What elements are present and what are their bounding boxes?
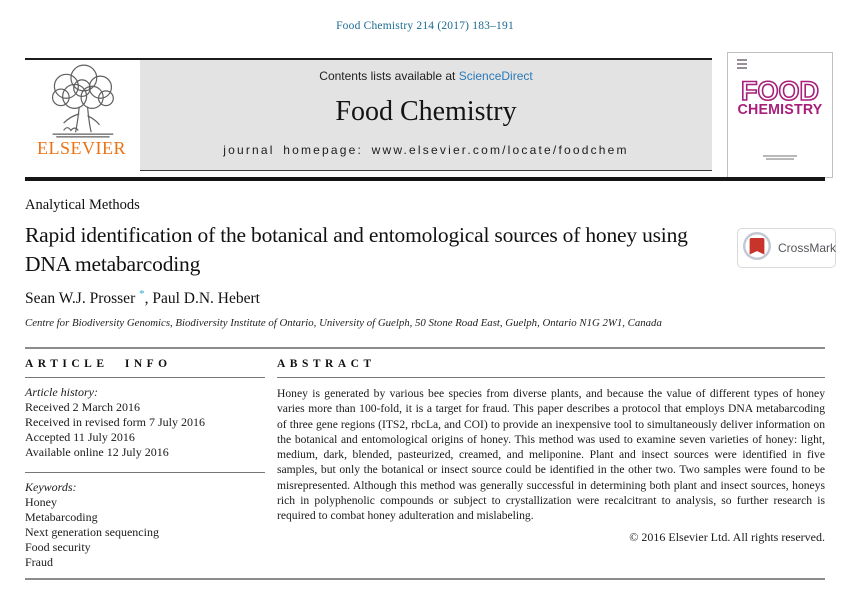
journal-homepage-link[interactable]: journal homepage: www.elsevier.com/locate/foodchem [223, 143, 629, 157]
crossmark-badge[interactable] [737, 228, 836, 268]
abstract-rule [277, 377, 825, 378]
article-history-label: Article history: [25, 385, 98, 399]
history-line: Received 2 March 2016 [25, 400, 140, 414]
keyword-item: Next generation sequencing [25, 525, 159, 539]
crossmark-label: CrossMark [778, 241, 837, 255]
article-info-rule [25, 377, 265, 378]
sciencedirect-link[interactable]: ScienceDirect [458, 69, 533, 83]
abstract-column [277, 358, 825, 545]
author-line [25, 288, 260, 308]
history-line: Received in revised form 7 July 2016 [25, 415, 205, 429]
keyword-item: Honey [25, 495, 57, 509]
abstract-heading: ABSTRACT [277, 358, 376, 370]
copyright-line: © 2016 Elsevier Ltd. All rights reserved. [629, 529, 825, 544]
journal-header-banner [140, 60, 712, 171]
page-bottom-rule [25, 578, 825, 580]
elsevier-tree-icon [25, 62, 138, 140]
abstract-text: Honey is generated by various bee species from diverse plants, and because the value of different types of honey varies more than 100-fold, it is a target for fraud. This paper describes a protocol that employs DNA metabarcoding of three gene regions (ITS2, rbcLa, and COI) to provide an inexpensive tool to simultaneously deliver information on the botanical and entomological origins of honey. This method was used to examine seven varieties of honey: light, medium, dark, blended, pasteurized, creamed, and meliponine. Plant and insect sources were identified in five samples, but only the botanical or insect source could be identified in the other two. Two samples were found to be misrepresented. Although this method was generally successful in determining both plant and insect sources, honeys rich in polyphenolic compounds or subject to crystallization were recalcitrant to analysis, so further research is required to combat honey adulteration and mislabeling. [277, 387, 825, 523]
cover-imprint-lines [763, 154, 797, 162]
keywords-divider-rule [25, 472, 265, 473]
author-name-1: Sean W.J. Prosser [25, 290, 136, 308]
elsevier-wordmark: ELSEVIER [37, 138, 126, 158]
journal-citation: Food Chemistry 214 (2017) 183–191 [336, 20, 514, 32]
title-block-divider [25, 347, 825, 349]
header-divider-rule [25, 177, 825, 181]
article-title: Rapid identification of the botanical and entomological sources of honey using DNA metabarcoding [25, 223, 688, 276]
article-info-heading: ARTICLE INFO [25, 358, 172, 370]
history-line: Available online 12 July 2016 [25, 445, 169, 459]
journal-title: Food Chemistry [335, 96, 517, 127]
author-name-2: , Paul D.N. Hebert [144, 290, 260, 308]
journal-cover-thumbnail [727, 52, 833, 178]
keyword-item: Fraud [25, 555, 53, 569]
corresponding-author-mark[interactable]: * [139, 288, 145, 300]
cover-title-food: FOOD [741, 76, 819, 106]
contents-line-text: Contents lists available at [319, 69, 459, 83]
affiliation-line: Centre for Biodiversity Genomics, Biodiversity Institute of Ontario, University of Guelph, 50 Stone Road East, Guelph, Ontario N1G 2W1, Canada [25, 317, 662, 329]
cover-crest-icon [737, 59, 747, 71]
crossmark-icon [738, 228, 776, 269]
keywords-label: Keywords: [25, 480, 77, 494]
history-line: Accepted 11 July 2016 [25, 430, 135, 444]
contents-line [140, 69, 712, 83]
cover-title-chemistry: CHEMISTRY [737, 102, 823, 118]
article-section-label: Analytical Methods [25, 197, 140, 213]
elsevier-logo [25, 60, 138, 170]
keyword-item: Food security [25, 540, 91, 554]
keyword-item: Metabarcoding [25, 510, 98, 524]
article-info-column [25, 358, 265, 570]
